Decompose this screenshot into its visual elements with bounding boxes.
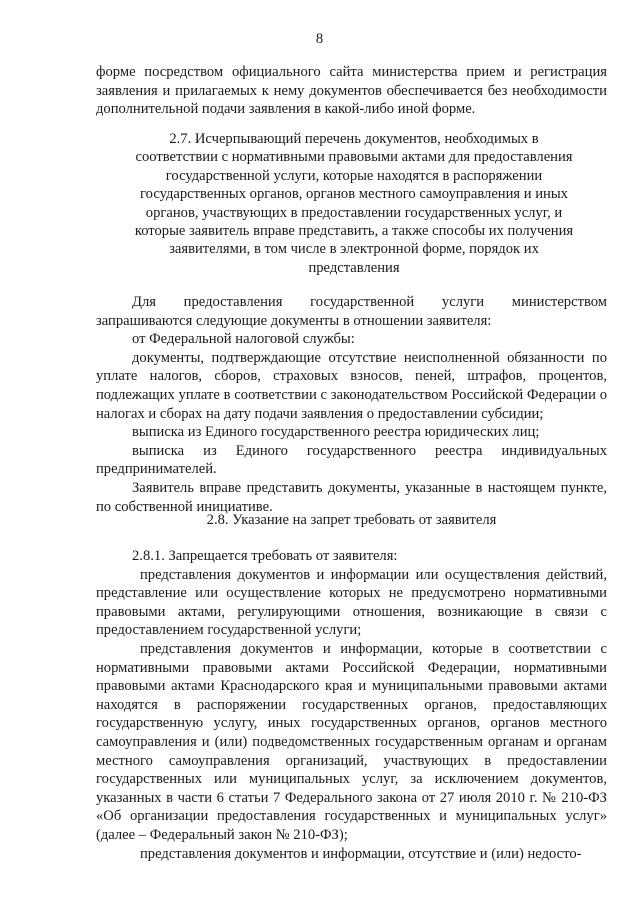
section-2-8-item-2: представления документов и информации, которые в соответствии с нормативными правовыми актами Российской Федерации, нормативными правовыми актами Краснодарского края и муниципальными правовыми актами находятся в распоряжении государственных органов, предоставляющих государственную услугу, иных государственных органов, органов местного самоуправления и (или) подведомственных государственным органам и органам местного самоуправления организаций, участвующих в предоставлении государственных или муниципальных услуг, за исключением документов, указанных в части 6 статьи 7 Федерального закона от 27 июля 2010 г. № 210-ФЗ «Об организации предоставления государственных и муниципальных услуг» (далее – Федеральный закон № 210-ФЗ);: [96, 640, 607, 843]
section-2-8-1: 2.8.1. Запрещается требовать от заявителя:: [132, 548, 398, 564]
section-2-8-heading: 2.8. Указание на запрет требовать от заявителя: [206, 512, 497, 528]
section-2-7-doc-1: документы, подтверждающие отсутствие неисполненной обязанности по уплате налогов, сборов, страховых взносов, пеней, штрафов, процентов, подлежащих уплате в соответствии с законодательством Российской Федерации о налогах и сборах на дату подачи заявления о предоставлении субсидии;: [96, 349, 607, 422]
section-2-7-note: Заявитель вправе представить документы, указанные в настоящем пункте, по собственной инициативе.: [96, 479, 607, 515]
continuation-text: форме посредством официального сайта министерства прием и регистрация заявления и прилагаемых к нему документов обеспечивается без необходимости дополнительной подачи заявления в какой-либо иной форме.: [96, 64, 607, 118]
page-number: 8: [315, 31, 324, 47]
section-2-7-heading: 2.7. Исчерпывающий перечень документов, необходимых в соответствии с нормативными правовыми актами для предоставления государственной услуги, которые находятся в распоряжении государственных органов, органов местного самоуправления и иных органов, участвующих в предоставлении государственных услуг, и которые заявитель вправе представить, а также способы их получения заявителями, в том числе в электронной форме, порядок их представления: [134, 131, 574, 276]
continuation-paragraph: [96, 63, 607, 119]
section-2-8-item-1: представления документов и информации или осуществления действий, представление или осуществление которых не предусмотрено нормативными правовыми актами, регулирующими отношения, возникающие в связи с предоставлением государственной услуги;: [96, 566, 607, 639]
section-2-7-source: от Федеральной налоговой службы:: [132, 331, 355, 348]
section-2-7-doc-2: выписка из Единого государственного реестра юридических лиц;: [132, 424, 540, 441]
section-2-7-body: [96, 293, 607, 516]
section-2-7-intro: Для предоставления государственной услуги министерством запрашиваются следующие документы в отношении заявителя:: [96, 294, 607, 329]
section-2-7-doc-3: выписка из Единого государственного реестра индивидуальных предпринимателей.: [96, 442, 607, 478]
section-2-8-item-3: представления документов и информации, отсутствие и (или) недосто-: [140, 845, 582, 862]
section-2-8-body: [96, 547, 607, 863]
